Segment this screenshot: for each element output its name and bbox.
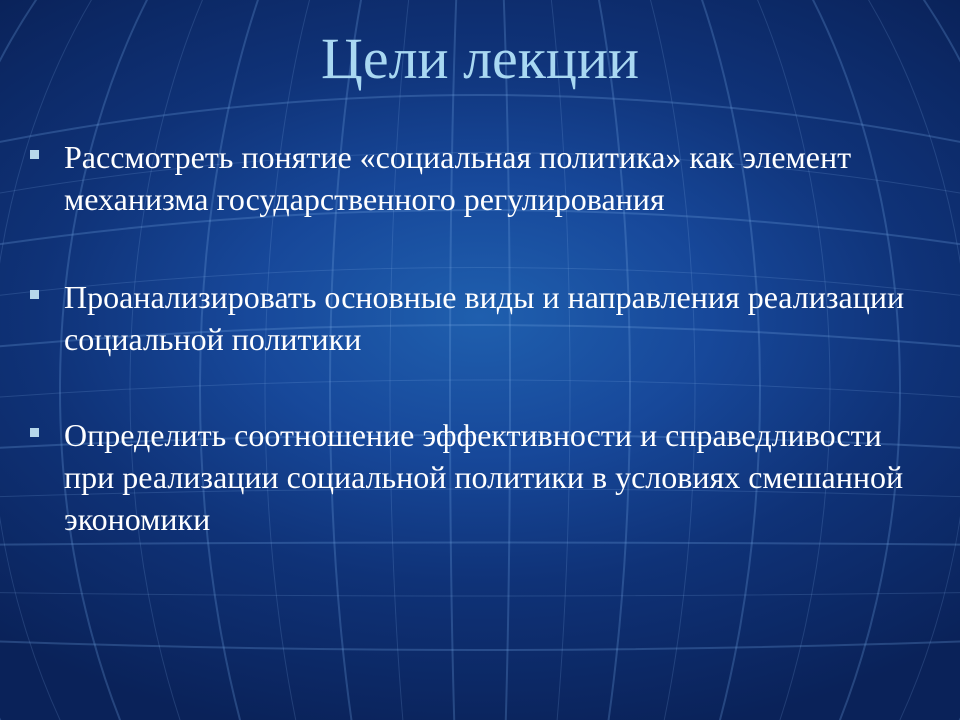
slide-title: Цели лекции (320, 26, 640, 91)
square-bullet-icon (30, 428, 39, 437)
bullet-text: Проанализировать основные виды и направления реализации социальной политики (64, 279, 905, 357)
square-bullet-icon (30, 290, 39, 299)
square-bullet-icon (30, 150, 39, 159)
bullet-text: Определить соотношение эффективности и справедливости при реализации социальной политики в условиях смешанной экономики (64, 417, 904, 537)
list-item (30, 276, 930, 360)
list-item (30, 414, 930, 540)
list-item (30, 136, 930, 220)
bullet-list (30, 136, 930, 596)
bullet-text: Рассмотреть понятие «социальная политика» как элемент механизма государственного регулирования (64, 139, 852, 217)
